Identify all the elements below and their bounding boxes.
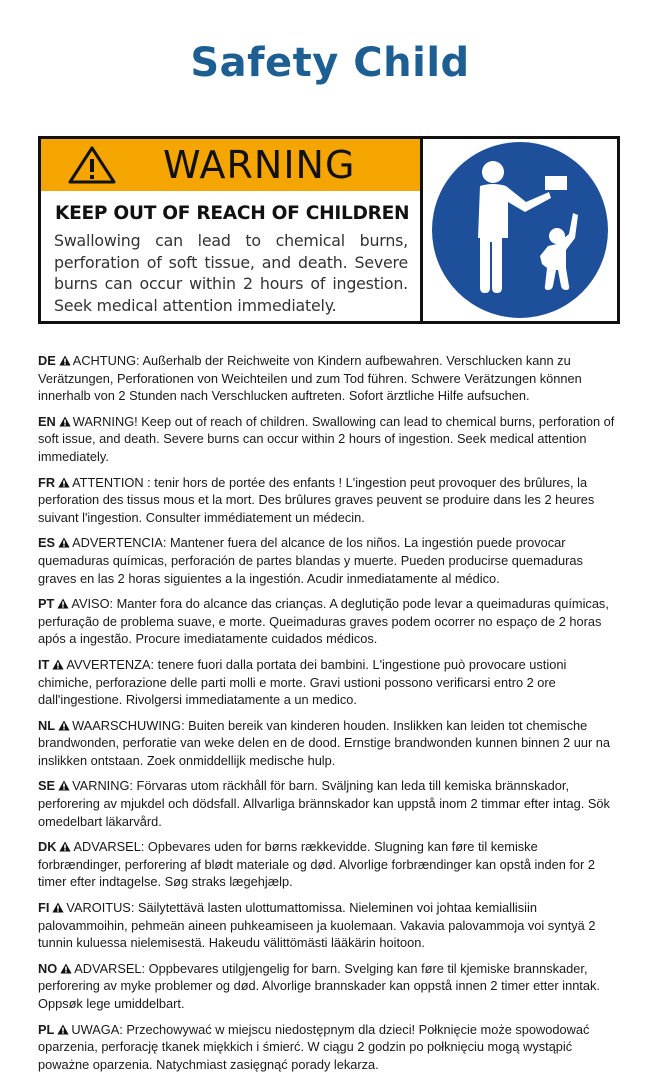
language-warning-de [38,352,623,405]
language-text: WAARSCHUWING: Buiten bereik van kinderen houden. Inslikken kan leiden tot chemische brandwonden, perforatie van weke delen en de dood. Ernstige brandwonden kunnen binnen 2 uur na inslikken ontstaan. Zoek onmiddellijk medische hulp. [38,717,611,768]
warning-banner [41,139,420,191]
warning-triangle-icon [57,1024,69,1035]
language-text: ADVARSEL: Opbevares uden for børns rækkevidde. Slugning kan føre til kemiske forbrændinger, perforering af blødt materiale og død. Alvorlige forbrændinger kan opstå inden for 2 timer efter indtagelse. Søg straks lægehjælp. [38,839,595,890]
language-code: NO [38,960,58,976]
language-code: NL [38,717,56,733]
warning-triangle-icon [58,537,70,548]
warning-triangle-icon [58,720,70,731]
warning-triangle-icon [60,963,72,974]
warning-triangle-icon [58,780,70,791]
language-text: VAROITUS: Säilytettävä lasten ulottumattomissa. Nieleminen voi johtaa kemiallisiin palovammoihin, pehmeän aineen puhkeamiseen ja kuolemaan. Vakavia palovammoja voi syntyä 2 tunnin kuluessa nielemisestä. Hakeudu välittömästi lääkärin hoitoon. [38,900,596,951]
warning-triangle-icon [67,145,117,185]
language-code: PT [38,596,55,612]
keep-away-from-children-icon [430,140,610,320]
language-warning-fi [38,899,623,952]
language-warning-no [38,960,623,1013]
language-warning-fr [38,474,623,527]
language-warning-es [38,534,623,587]
language-warning-dk [38,838,623,891]
warning-triangle-icon [58,477,70,488]
warning-headline: KEEP OUT OF REACH OF CHILDREN [55,203,410,224]
language-text: ADVARSEL: Oppbevares utilgjengelig for barn. Svelging kan føre til kjemiske brannskader, perforering av myke problemer og død. Alvorlige brannskader kan oppstå innen 2 timer etter inntak. Oppsøk lege umiddelbart. [38,960,600,1011]
warning-word: WARNING [163,143,356,187]
warning-body: Swallowing can lead to chemical burns, perforation of soft tissue, and death. Severe burns can occur within 2 hours of ingestion. Seek medical attention immediately. [54,231,408,315]
language-text: WARNING! Keep out of reach of children. Swallowing can lead to chemical burns, perforation of soft issue, and death. Severe burns can occur within 2 hours of ingestion. Seek medical attention immediately. [38,413,615,464]
warning-triangle-icon [59,355,71,366]
language-text: ADVERTENCIA: Mantener fuera del alcance de los niños. La ingestión puede provocar quemaduras químicas, perforación de partes blandas y muerte. Pueden producirse quemaduras graves en las 2 horas siguientes a la ingestión. Acudir inmediatamente al médico. [38,535,583,586]
language-code: ES [38,535,56,551]
language-code: FI [38,900,50,916]
page-title: Safety Child [190,40,470,86]
language-text: AVISO: Manter fora do alcance das crianças. A deglutição pode levar a queimaduras químicas, perfuração de problema suave, e morte. Queimaduras graves podem ocorrer no espaço de 2 horas após a ingestão. Procure imediatamente cuidados médicos. [38,596,609,647]
warning-label [38,136,620,324]
language-code: IT [38,656,50,672]
warning-triangle-icon [57,598,69,609]
language-text: VARNING: Förvaras utom räckhåll för barn. Sväljning kan leda till kemiska brännskador, perforering av mjukdel och dödsfall. Allvarliga brännskador kan uppstå inom 2 timmar efter intag. Sök omedelbart läkarvård. [38,778,610,829]
language-code: SE [38,778,56,794]
language-warning-it [38,656,623,709]
language-code: DK [38,839,57,855]
warning-triangle-icon [59,841,71,852]
language-text: ATTENTION : tenir hors de portée des enfants ! L'ingestion peut provoquer des brûlures, la perforation des tissus mous et la mort. Des brûlures graves peuvent se produire dans les 2 heures suivant l'ingestion. Consulter immédiatement un médecin. [38,474,595,525]
language-code: DE [38,353,56,368]
language-code: FR [38,474,56,490]
warning-triangle-icon [52,902,64,913]
warning-triangle-icon [59,416,71,427]
language-warning-pt [38,595,623,648]
language-warning-nl [38,717,623,770]
language-text: UWAGA: Przechowywać w miejscu niedostępnym dla dzieci! Połknięcie może spowodować oparzenia, perforację tkanek miękkich i śmierć. W ciągu 2 godzin po połknięciu mogą wystąpić poważne oparzenia. Natychmiast zasięgnąć porady lekarza. [38,1021,590,1072]
warning-text-panel [41,139,423,321]
multilingual-warnings [38,352,623,1081]
language-text: AVVERTENZA: tenere fuori dalla portata dei bambini. L'ingestione può provocare ustioni chimiche, perforazione delle parti molli e morte. Gravi ustioni possono verificarsi entro 2 ore dall'ingestione. Rivolgersi immediatamente a un medico. [38,656,567,708]
warning-triangle-icon [52,659,64,670]
pictogram-panel [423,139,617,321]
language-warning-se [38,777,623,830]
language-text: ACHTUNG: Außerhalb der Reichweite von Kindern aufbewahren. Verschlucken kann zu Verätzungen, Perforationen von Weichteilen und zum Tod führen. Schwere Verätzungen können innerhalb von 2 Stunden nach Verschlucken auftreten. Sofort ärztliche Hilfe aufsuchen. [38,353,582,404]
language-warning-pl [38,1021,623,1074]
language-code: PL [38,1021,55,1037]
language-code: EN [38,413,56,429]
language-warning-en [38,413,623,466]
